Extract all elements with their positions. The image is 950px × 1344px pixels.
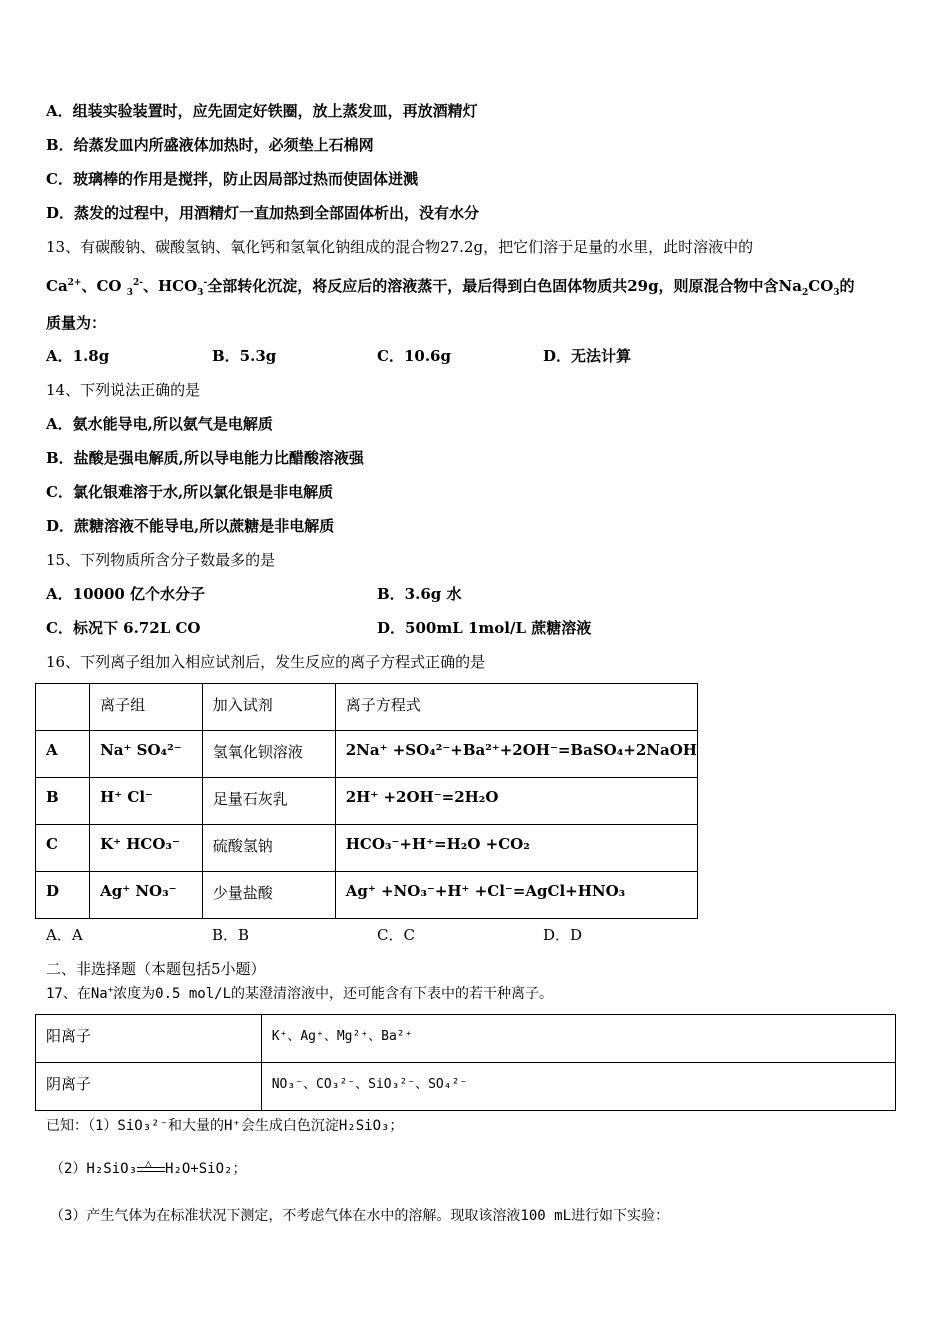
reagent-cell: 少量盐酸 xyxy=(202,872,335,919)
q15-option-b: B．3.6g 水 xyxy=(377,585,462,603)
q16-option-d: D．D xyxy=(543,926,583,944)
heat-equals-symbol: △ xyxy=(137,1162,165,1176)
table-row xyxy=(36,872,698,919)
q17-known-2: （2）H₂SiO₃ △ H₂O+SiO₂； xyxy=(50,1157,247,1177)
table-header-cell: 加入试剂 xyxy=(202,684,335,731)
table-header-cell: 离子方程式 xyxy=(335,684,697,731)
q14-option-a: A．氨水能导电,所以氨气是电解质 xyxy=(46,415,273,433)
row-label: C xyxy=(36,825,90,872)
q17-known-1: 已知：（1）SiO₃²⁻和大量的H⁺会生成白色沉淀H₂SiO₃； xyxy=(46,1118,404,1134)
table-header-row xyxy=(36,684,698,731)
q13-option-c: C．10.6g xyxy=(377,347,451,365)
q13-stem-line2: $Ca^{2+}$、CO $_3^{2-}$、$HCO_3^-$全部转化沉淀，将反应后的溶液蒸干，最后得到白色固体物质共29g，则原混合物中含$Na_2CO_3$的 xyxy=(46,277,855,298)
q13-option-b: B．5.3g xyxy=(212,347,277,365)
q17-known-3: （3）产生气体为在标准状况下测定，不考虑气体在水中的溶解。现取该溶液100 mL进行如下实验： xyxy=(50,1208,669,1224)
q12-option-c: C．玻璃棒的作用是搅拌，防止因局部过热而使固体迸溅 xyxy=(46,170,418,188)
q15-option-a: A．10000 亿个水分子 xyxy=(46,585,206,603)
table-header-cell: 离子组 xyxy=(90,684,203,731)
q14-option-c: C．氯化银难溶于水,所以氯化银是非电解质 xyxy=(46,483,334,501)
q14-option-b: B．盐酸是强电解质,所以导电能力比醋酸溶液强 xyxy=(46,449,364,467)
ion-group-cell: Ag⁺ NO₃⁻ xyxy=(90,872,203,919)
table-row xyxy=(36,825,698,872)
q16-option-a: A．A xyxy=(46,926,83,944)
table-row xyxy=(36,1015,896,1063)
equation-cell: 2Na⁺ +SO₄²⁻+Ba²⁺+2OH⁻=BaSO₄+2NaOH xyxy=(335,731,697,778)
ion-group-cell: H⁺ Cl⁻ xyxy=(90,778,203,825)
equation-cell: Ag⁺ +NO₃⁻+H⁺ +Cl⁻=AgCl+HNO₃ xyxy=(335,872,697,919)
q13-stem-line1: 13、有碳酸钠、碳酸氢钠、氧化钙和氢氧化钠组成的混合物27.2g，把它们溶于足量的水里，此时溶液中的 xyxy=(46,238,754,256)
row-label: A xyxy=(36,731,90,778)
q15-option-c: C．标况下 6.72L CO xyxy=(46,619,201,637)
section-2-heading: 二、非选择题（本题包括5小题） xyxy=(46,960,266,978)
table-row xyxy=(36,1063,896,1111)
equation-cell: 2H⁺ +2OH⁻=2H₂O xyxy=(335,778,697,825)
q12-option-a: A．组装实验装置时，应先固定好铁圈，放上蒸发皿，再放酒精灯 xyxy=(46,102,478,120)
q16-option-b: B．B xyxy=(212,926,250,944)
q14-stem: 14、下列说法正确的是 xyxy=(46,381,201,399)
reagent-cell: 氢氧化钡溶液 xyxy=(202,731,335,778)
q16-table xyxy=(35,683,698,919)
q13-option-d: D．无法计算 xyxy=(543,347,632,365)
q15-option-d: D．500mL 1mol/L 蔗糖溶液 xyxy=(377,619,592,637)
table-row xyxy=(36,778,698,825)
anion-label: 阴离子 xyxy=(36,1063,262,1111)
table-row xyxy=(36,731,698,778)
anion-list: NO₃⁻、CO₃²⁻、SiO₃²⁻、SO₄²⁻ xyxy=(261,1063,895,1111)
q13-stem-line3: 质量为： xyxy=(46,314,107,332)
q16-stem: 16、下列离子组加入相应试剂后，发生反应的离子方程式正确的是 xyxy=(46,653,486,671)
row-label: D xyxy=(36,872,90,919)
q17-stem: 17、在Na+浓度为0.5 mol/L的某澄清溶液中，还可能含有下表中的若干种离子。 xyxy=(46,985,553,1002)
ion-group-cell: Na⁺ SO₄²⁻ xyxy=(90,731,203,778)
q17-ion-table xyxy=(35,1014,896,1111)
q15-stem: 15、下列物质所含分子数最多的是 xyxy=(46,551,276,569)
q12-option-b: B．给蒸发皿内所盛液体加热时，必须垫上石棉网 xyxy=(46,136,374,154)
equation-cell: HCO₃⁻+H⁺=H₂O +CO₂ xyxy=(335,825,697,872)
q16-option-c: C．C xyxy=(377,926,415,944)
cation-list: K⁺、Ag⁺、Mg²⁺、Ba²⁺ xyxy=(261,1015,895,1063)
reagent-cell: 足量石灰乳 xyxy=(202,778,335,825)
q14-option-d: D．蔗糖溶液不能导电,所以蔗糖是非电解质 xyxy=(46,517,335,535)
q13-option-a: A．1.8g xyxy=(46,347,110,365)
table-header-cell xyxy=(36,684,90,731)
row-label: B xyxy=(36,778,90,825)
reagent-cell: 硫酸氢钠 xyxy=(202,825,335,872)
cation-label: 阳离子 xyxy=(36,1015,262,1063)
ion-group-cell: K⁺ HCO₃⁻ xyxy=(90,825,203,872)
q12-option-d: D．蒸发的过程中，用酒精灯一直加热到全部固体析出，没有水分 xyxy=(46,204,480,222)
